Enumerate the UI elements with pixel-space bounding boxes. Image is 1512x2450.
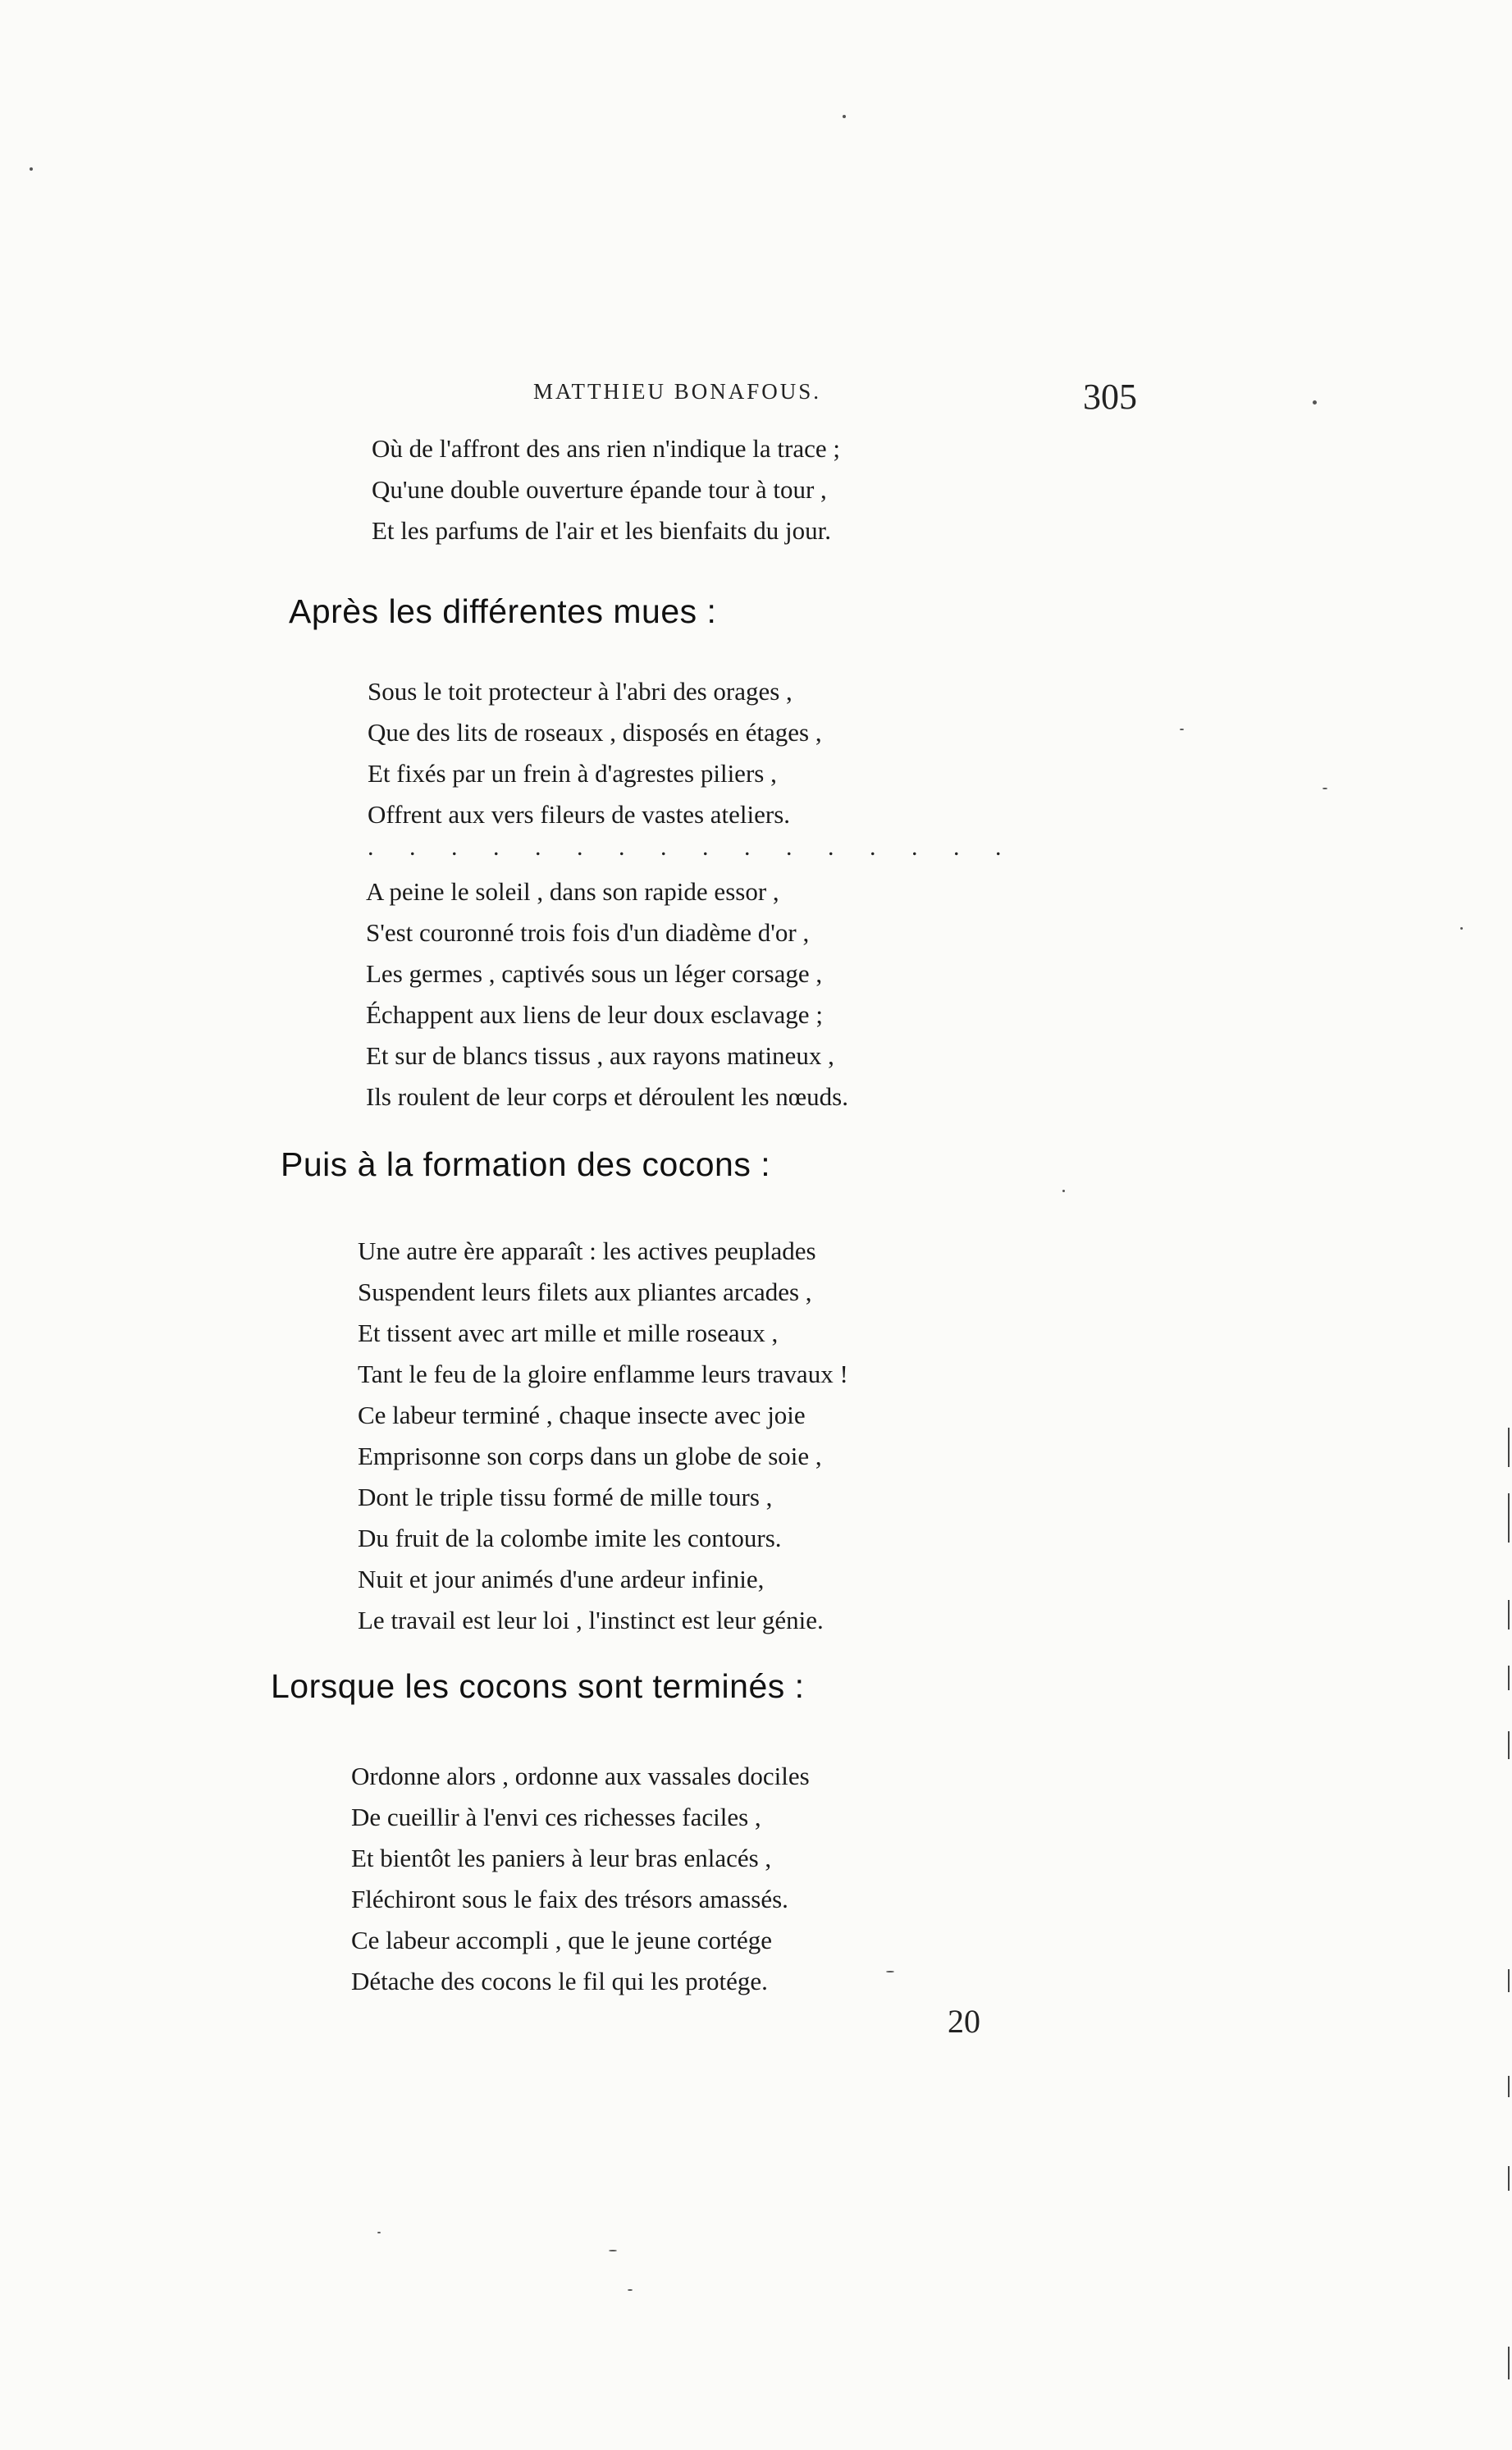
section-heading-formation: Puis à la formation des cocons : bbox=[281, 1145, 771, 1183]
verse-line: Tant le feu de la gloire enflamme leurs travaux ! bbox=[358, 1360, 848, 1388]
scan-speck bbox=[1062, 1190, 1065, 1192]
verse-line: Nuit et jour animés d'une ardeur infinie, bbox=[358, 1565, 765, 1593]
verse-line: Fléchiront sous le faix des trésors amassés. bbox=[351, 1885, 788, 1913]
verse-line: Détache des cocons le fil qui les protége. bbox=[351, 1967, 768, 1995]
stanza-1 bbox=[372, 428, 840, 551]
scan-speck bbox=[628, 2289, 633, 2291]
verse-line: Ils roulent de leur corps et déroulent les nœuds. bbox=[366, 1082, 848, 1111]
verse-line: Où de l'affront des ans rien n'indique la trace ; bbox=[372, 434, 840, 463]
verse-line: Et tissent avec art mille et mille roseaux , bbox=[358, 1319, 779, 1347]
scan-edge-mark bbox=[1508, 1969, 1510, 1992]
scan-edge-mark bbox=[1508, 2076, 1510, 2097]
scan-edge-mark bbox=[1508, 2347, 1510, 2379]
verse-line: Et les parfums de l'air et les bienfaits du jour. bbox=[372, 516, 831, 545]
scan-speck bbox=[30, 167, 33, 171]
verse-line: Les germes , captivés sous un léger corsage , bbox=[366, 959, 823, 988]
verse-line: Dont le triple tissu formé de mille tours , bbox=[358, 1483, 773, 1511]
section-heading-termines: Lorsque les cocons sont terminés : bbox=[271, 1667, 805, 1705]
verse-line: Que des lits de roseaux , disposés en étages , bbox=[368, 718, 822, 747]
signature-mark: 20 bbox=[948, 2003, 980, 2040]
verse-line: Une autre ère apparaît : les actives peuplades bbox=[358, 1236, 816, 1265]
stanza-3 bbox=[366, 871, 848, 1118]
scan-speck bbox=[886, 1971, 894, 1972]
verse-line: Ordonne alors , ordonne aux vassales dociles bbox=[351, 1762, 810, 1790]
verse-line: Sous le toit protecteur à l'abri des orages , bbox=[368, 677, 793, 706]
verse-line: Suspendent leurs filets aux pliantes arcades , bbox=[358, 1278, 812, 1306]
verse-line: Le travail est leur loi , l'instinct est leur génie. bbox=[358, 1606, 824, 1634]
scan-edge-mark bbox=[1508, 1493, 1510, 1543]
verse-line: Offrent aux vers fileurs de vastes ateliers. bbox=[368, 800, 791, 829]
scan-speck bbox=[609, 2250, 617, 2251]
scan-edge-mark bbox=[1508, 2166, 1510, 2191]
section-heading-mues: Après les différentes mues : bbox=[289, 592, 717, 630]
running-head: MATTHIEU BONAFOUS. bbox=[533, 379, 822, 404]
stanza-2 bbox=[368, 671, 822, 835]
scan-speck bbox=[377, 2232, 381, 2233]
scan-edge-mark bbox=[1508, 1731, 1510, 1759]
scan-speck bbox=[1460, 927, 1463, 930]
scan-edge-mark bbox=[1508, 1428, 1510, 1467]
verse-line: Ce labeur terminé , chaque insecte avec joie bbox=[358, 1401, 806, 1429]
verse-line: Et bientôt les paniers à leur bras enlacés , bbox=[351, 1844, 772, 1872]
verse-line: A peine le soleil , dans son rapide essor , bbox=[366, 877, 779, 906]
verse-line: Qu'une double ouverture épande tour à tour , bbox=[372, 475, 827, 504]
scan-edge-mark bbox=[1508, 1600, 1510, 1630]
ellipsis-row: . . . . . . . . . . . . . . . . bbox=[368, 834, 1016, 861]
scan-speck bbox=[1313, 400, 1317, 405]
scan-speck bbox=[1180, 729, 1184, 730]
verse-line: S'est couronné trois fois d'un diadème d'or , bbox=[366, 918, 810, 947]
scan-edge-mark bbox=[1508, 1666, 1510, 1690]
verse-line: Et sur de blancs tissus , aux rayons matineux , bbox=[366, 1041, 834, 1070]
verse-line: Du fruit de la colombe imite les contours. bbox=[358, 1524, 782, 1552]
verse-line: Ce labeur accompli , que le jeune cortége bbox=[351, 1926, 772, 1954]
stanza-4 bbox=[358, 1231, 848, 1641]
scan-speck bbox=[1322, 788, 1327, 789]
verse-line: Échappent aux liens de leur doux esclavage ; bbox=[366, 1000, 823, 1029]
page-number: 305 bbox=[1083, 377, 1137, 417]
verse-line: Emprisonne son corps dans un globe de soie , bbox=[358, 1442, 822, 1470]
verse-line: Et fixés par un frein à d'agrestes piliers , bbox=[368, 759, 777, 788]
verse-line: De cueillir à l'envi ces richesses faciles , bbox=[351, 1803, 761, 1831]
stanza-5 bbox=[351, 1756, 810, 2002]
scan-speck bbox=[843, 115, 846, 118]
